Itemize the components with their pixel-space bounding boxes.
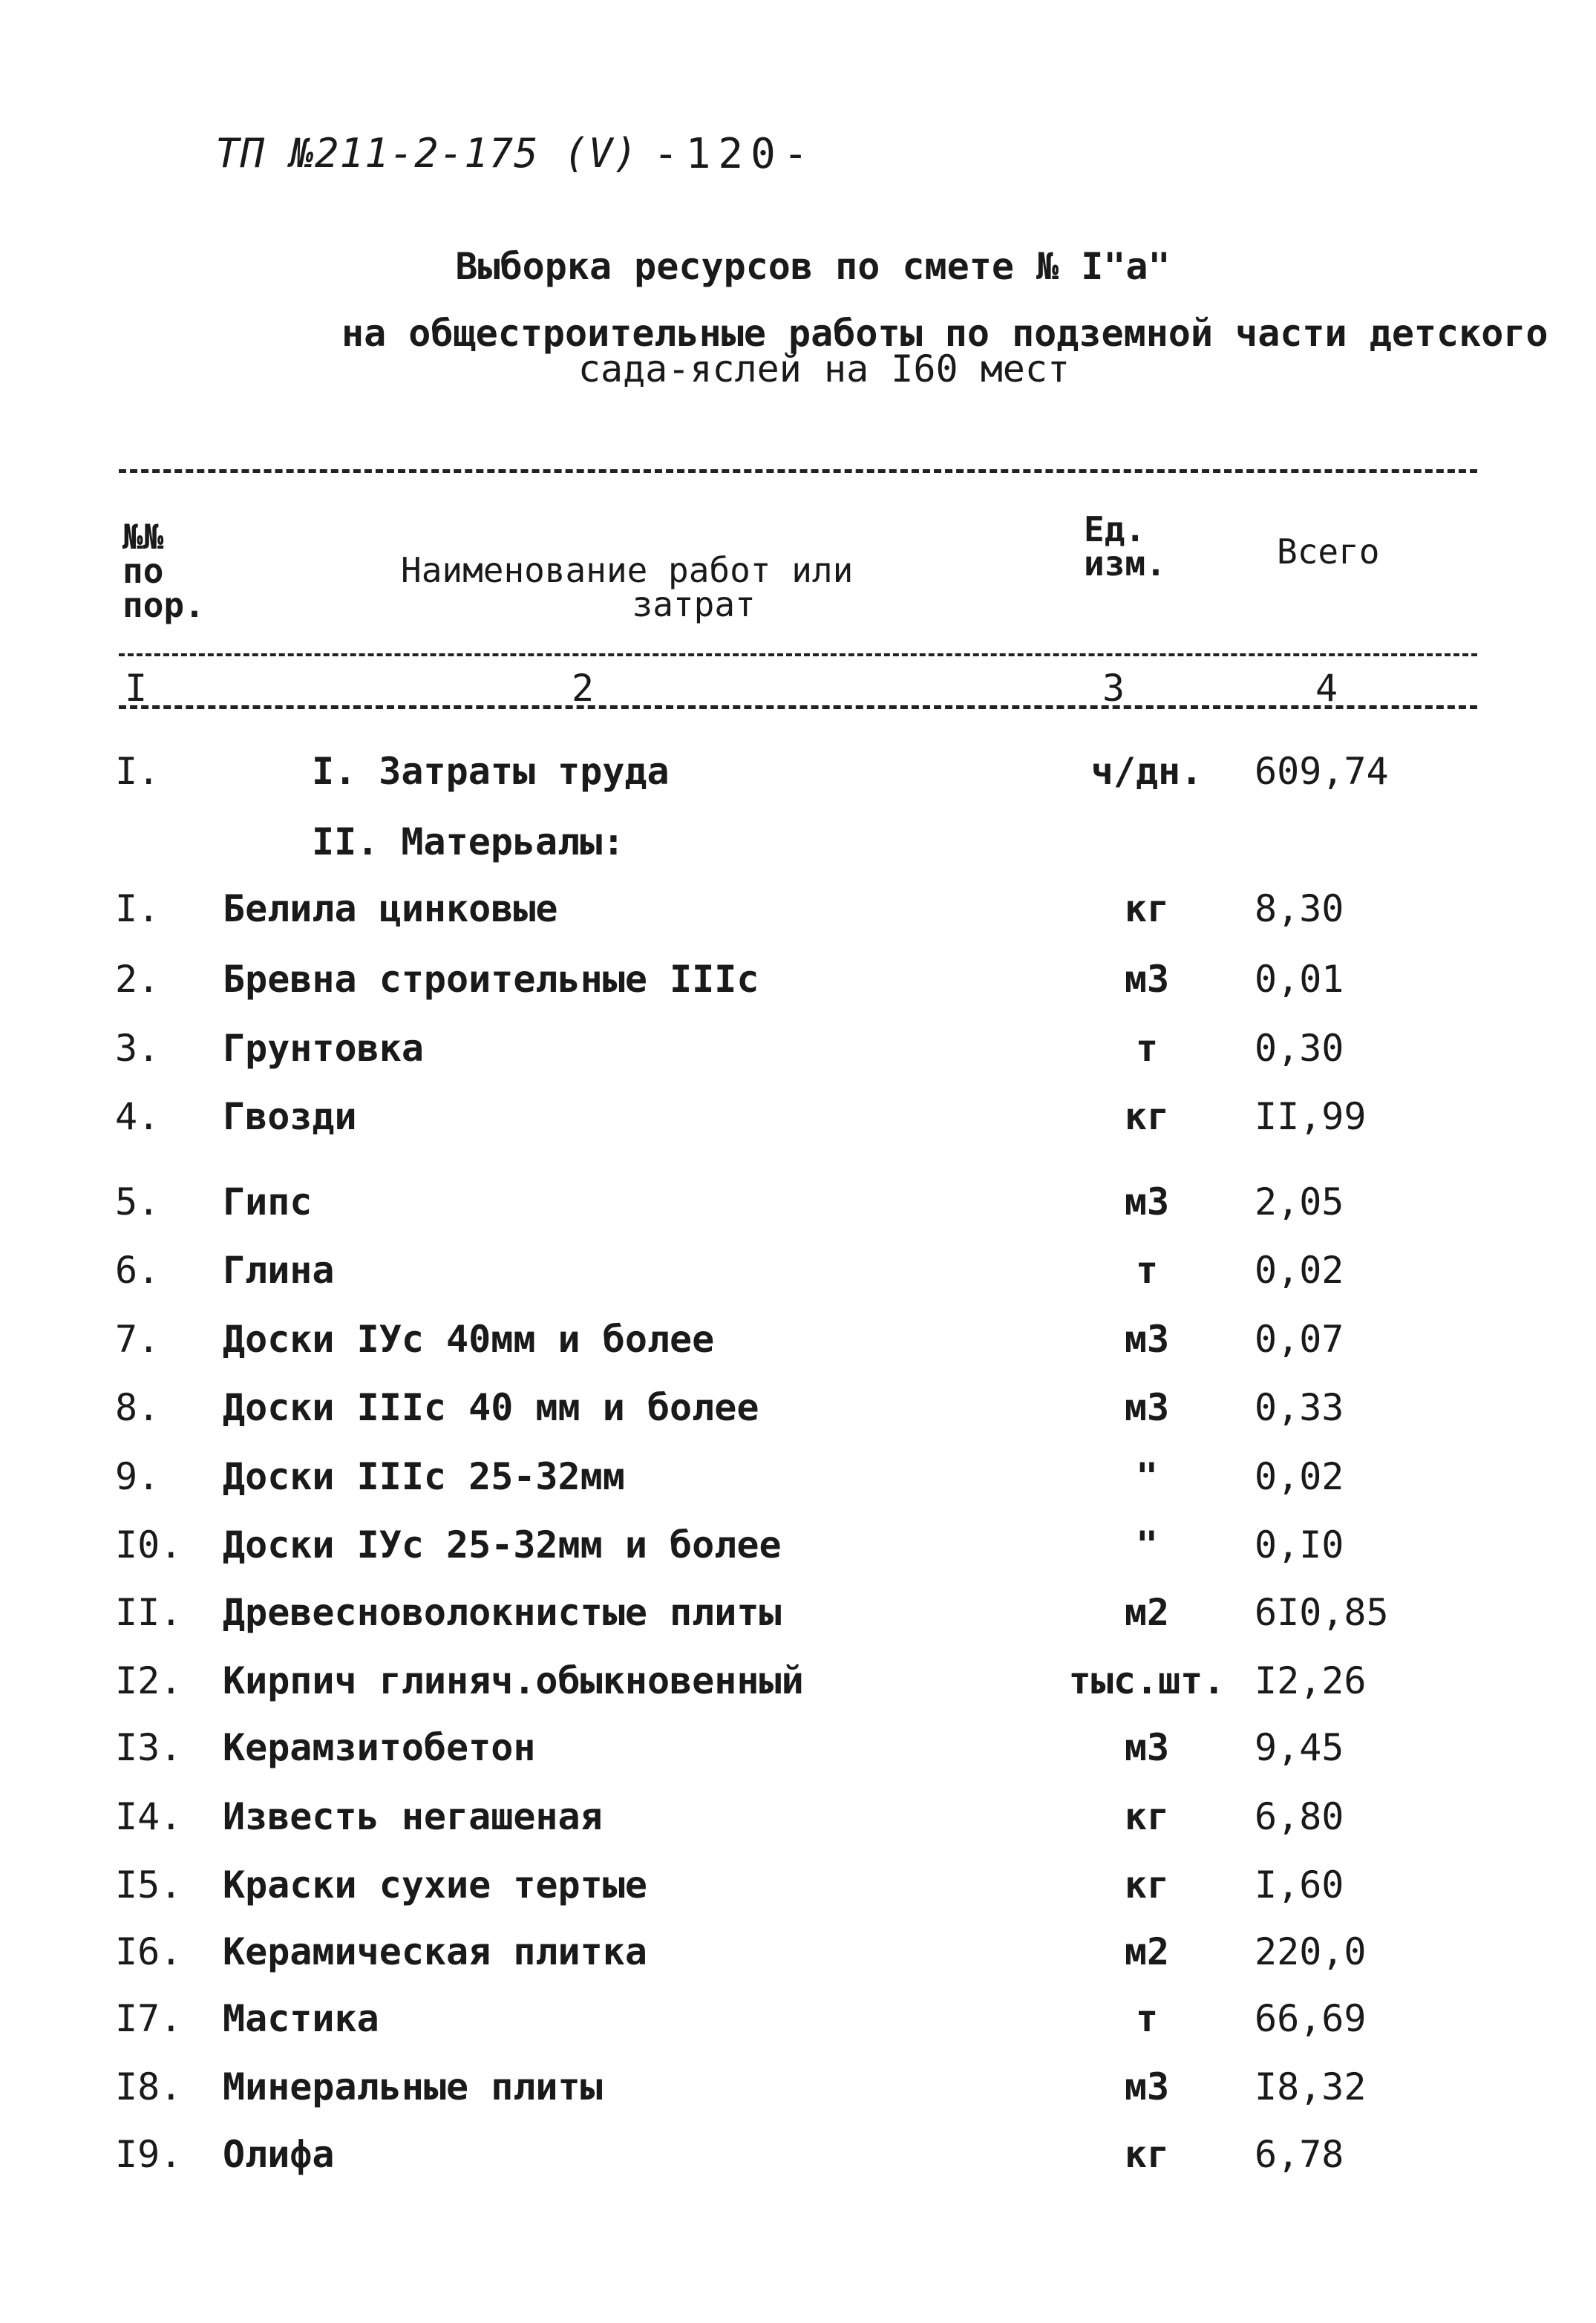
row-number: 2. bbox=[115, 958, 160, 1001]
row-name: Гвозди bbox=[223, 1095, 357, 1138]
row-name: Глина bbox=[223, 1249, 335, 1292]
row-number: I2. bbox=[115, 1659, 183, 1702]
row-name: Керамическая плитка bbox=[223, 1930, 647, 1973]
row-number: 4. bbox=[115, 1095, 160, 1138]
row-number: 3. bbox=[115, 1027, 160, 1070]
row-number: 9. bbox=[115, 1455, 160, 1498]
row-number: I8. bbox=[115, 2065, 183, 2108]
row-name: Доски IIIс 40 мм и более bbox=[223, 1386, 759, 1429]
table-row bbox=[0, 1659, 1596, 1711]
row-total: 6I0,85 bbox=[1255, 1591, 1389, 1634]
column-number-4: 4 bbox=[1315, 667, 1338, 710]
row-unit: т bbox=[1135, 1249, 1159, 1292]
document-code: ТП №211-2-175 (V) bbox=[215, 130, 638, 177]
row-total: 6,80 bbox=[1255, 1795, 1344, 1838]
row-number: 7. bbox=[115, 1318, 160, 1361]
table-row bbox=[0, 1523, 1596, 1575]
row-unit: кг bbox=[1124, 2133, 1170, 2176]
row-name: Кирпич глиняч.обыкновенный bbox=[223, 1659, 804, 1702]
table-row bbox=[0, 1095, 1596, 1147]
row-name: Грунтовка bbox=[223, 1027, 424, 1070]
row-total: 609,74 bbox=[1255, 750, 1389, 793]
table-row bbox=[0, 1318, 1596, 1370]
table-row bbox=[0, 1386, 1596, 1438]
section-heading: II. Матерьалы: bbox=[312, 820, 625, 863]
labor-row bbox=[0, 750, 1596, 802]
row-total: I2,26 bbox=[1255, 1659, 1367, 1702]
row-unit: м3 bbox=[1124, 1386, 1170, 1429]
row-unit: тыс.шт. bbox=[1068, 1659, 1226, 1702]
row-total: 2,05 bbox=[1255, 1180, 1344, 1223]
row-number: 6. bbox=[115, 1249, 160, 1292]
header-rule bbox=[119, 653, 1477, 656]
document-subtitle-line1: на общестроительные работы по подземной части детского bbox=[341, 312, 1548, 355]
row-name: Известь негашеная bbox=[223, 1795, 603, 1838]
row-name: Древесноволокнистые плиты bbox=[223, 1591, 782, 1634]
row-total: 0,33 bbox=[1255, 1386, 1344, 1429]
row-number: I5. bbox=[115, 1863, 183, 1907]
row-name: Белила цинковые bbox=[223, 887, 558, 930]
row-number: I6. bbox=[115, 1930, 183, 1973]
document-subtitle-line2: сада-яслей на I60 мест bbox=[578, 347, 1070, 391]
table-row bbox=[0, 2133, 1596, 2185]
row-name: Керамзитобетон bbox=[223, 1726, 536, 1769]
row-unit: т bbox=[1135, 1027, 1159, 1070]
row-number: I9. bbox=[115, 2133, 183, 2176]
header-unit: Ед. изм. bbox=[1084, 509, 1166, 584]
row-total: 0,01 bbox=[1255, 958, 1344, 1001]
row-total: 220,0 bbox=[1255, 1930, 1367, 1973]
row-number: I. bbox=[115, 750, 160, 793]
row-unit: м2 bbox=[1124, 1930, 1170, 1973]
row-unit: т bbox=[1135, 1997, 1159, 2040]
row-name: Доски IIIс 25-32мм bbox=[223, 1455, 625, 1498]
row-name: Бревна строительные IIIс bbox=[223, 958, 759, 1001]
row-name: Краски сухие тертые bbox=[223, 1863, 647, 1907]
row-name: Доски IУс 25-32мм и более bbox=[223, 1523, 782, 1566]
row-unit: кг bbox=[1124, 1095, 1170, 1138]
row-name: Доски IУс 40мм и более bbox=[223, 1318, 715, 1361]
table-top-rule bbox=[119, 469, 1477, 473]
table-row bbox=[0, 2065, 1596, 2117]
row-total: 8,30 bbox=[1255, 887, 1344, 930]
row-total: 6,78 bbox=[1255, 2133, 1344, 2176]
table-row bbox=[0, 1027, 1596, 1079]
table-row bbox=[0, 1930, 1596, 1982]
row-number: I3. bbox=[115, 1726, 183, 1769]
row-total: 66,69 bbox=[1255, 1997, 1367, 2040]
column-numbers-rule bbox=[119, 705, 1477, 709]
column-number-2: 2 bbox=[572, 667, 595, 710]
row-unit: кг bbox=[1124, 1863, 1170, 1907]
row-number: I0. bbox=[115, 1523, 183, 1566]
page-number: -120- bbox=[653, 130, 816, 178]
row-total: 0,I0 bbox=[1255, 1523, 1344, 1566]
header-total: Всего bbox=[1277, 532, 1380, 572]
table-row bbox=[0, 1249, 1596, 1301]
row-total: I,60 bbox=[1255, 1863, 1344, 1907]
row-total: 0,02 bbox=[1255, 1249, 1344, 1292]
table-row bbox=[0, 887, 1596, 939]
row-name: I. Затраты труда bbox=[312, 750, 670, 793]
row-number: I7. bbox=[115, 1997, 183, 2040]
row-name: Минеральные плиты bbox=[223, 2065, 603, 2108]
materials-heading bbox=[0, 820, 1596, 872]
row-name: Гипс bbox=[223, 1180, 313, 1223]
column-number-1: I bbox=[125, 667, 148, 710]
table-row bbox=[0, 1863, 1596, 1915]
row-unit: м3 bbox=[1124, 958, 1170, 1001]
row-unit: м3 bbox=[1124, 1318, 1170, 1361]
row-name: Мастика bbox=[223, 1997, 379, 2040]
row-unit: " bbox=[1135, 1455, 1159, 1498]
row-unit: " bbox=[1135, 1523, 1159, 1566]
table-row bbox=[0, 1180, 1596, 1232]
header-number: №№ по пор. bbox=[122, 517, 205, 625]
header-name: Наименование работ или затрат bbox=[401, 550, 854, 624]
row-number: 8. bbox=[115, 1386, 160, 1429]
row-unit: кг bbox=[1124, 1795, 1170, 1838]
row-unit: кг bbox=[1124, 887, 1170, 930]
table-row bbox=[0, 1591, 1596, 1643]
row-unit: м3 bbox=[1124, 2065, 1170, 2108]
table-row bbox=[0, 1455, 1596, 1507]
row-name: Олифа bbox=[223, 2133, 335, 2176]
table-row bbox=[0, 1997, 1596, 2049]
row-total: 9,45 bbox=[1255, 1726, 1344, 1769]
row-unit: м3 bbox=[1124, 1180, 1170, 1223]
table-row bbox=[0, 1795, 1596, 1847]
row-unit: м2 bbox=[1124, 1591, 1170, 1634]
row-total: 0,02 bbox=[1255, 1455, 1344, 1498]
document-title: Выборка ресурсов по смете № I"а" bbox=[455, 245, 1171, 288]
row-number: II. bbox=[115, 1591, 183, 1634]
row-number: 5. bbox=[115, 1180, 160, 1223]
row-unit: ч/дн. bbox=[1090, 750, 1203, 793]
row-number: I4. bbox=[115, 1795, 183, 1838]
row-total: II,99 bbox=[1255, 1095, 1367, 1138]
table-row bbox=[0, 1726, 1596, 1778]
row-total: I8,32 bbox=[1255, 2065, 1367, 2108]
column-number-3: 3 bbox=[1102, 667, 1125, 710]
row-total: 0,07 bbox=[1255, 1318, 1344, 1361]
row-unit: м3 bbox=[1124, 1726, 1170, 1769]
row-number: I. bbox=[115, 887, 160, 930]
table-row bbox=[0, 958, 1596, 1010]
row-total: 0,30 bbox=[1255, 1027, 1344, 1070]
